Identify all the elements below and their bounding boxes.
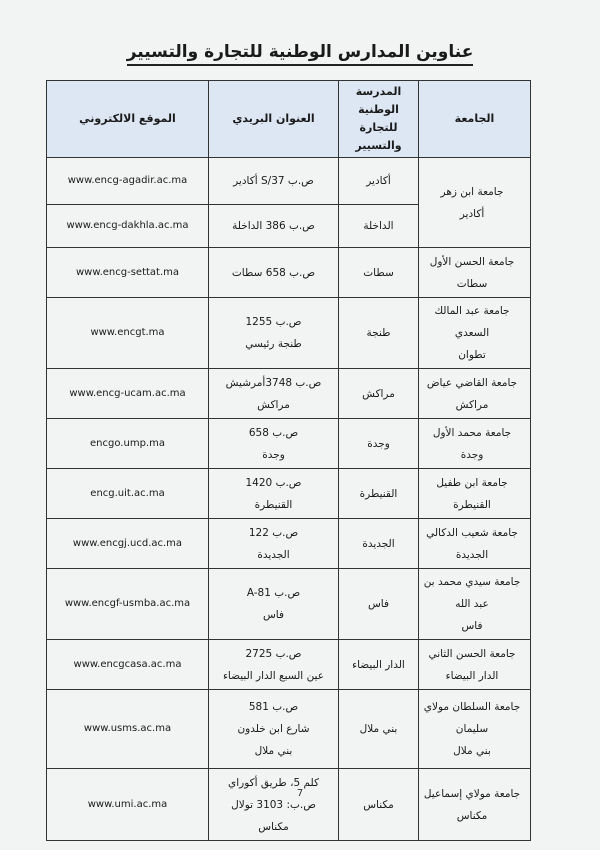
- university-cell: جامعة ابن زهر أكادير: [419, 158, 531, 248]
- address-cell: ص.ب 658 وجدة: [209, 419, 339, 469]
- website-cell: www.usms.ac.ma: [47, 690, 209, 769]
- university-cell: جامعة محمد الأول وجدة: [419, 419, 531, 469]
- school-cell: أكادير: [339, 158, 419, 205]
- website-cell: encgo.ump.ma: [47, 419, 209, 469]
- table-row: [47, 419, 531, 469]
- university-cell: جامعة الحسن الثاني الدار البيضاء: [419, 640, 531, 690]
- table-row: [47, 690, 531, 769]
- table-row: [47, 248, 531, 298]
- address-cell: ص.ب 122 الجديدة: [209, 519, 339, 569]
- address-cell: ص.ب 2725 عين السبع الدار البيضاء: [209, 640, 339, 690]
- school-cell: وجدة: [339, 419, 419, 469]
- school-cell: سطات: [339, 248, 419, 298]
- table-row: [47, 469, 531, 519]
- address-cell: ص.ب 581 شارع ابن خلدون بني ملال: [209, 690, 339, 769]
- website-cell: www.encg-ucam.ac.ma: [47, 369, 209, 419]
- website-cell: www.encgf-usmba.ac.ma: [47, 569, 209, 640]
- table-row: [47, 298, 531, 369]
- school-cell: الداخلة: [339, 205, 419, 248]
- address-cell: ص.ب 37/S أكادير: [209, 158, 339, 205]
- address-cell: كلم 5، طريق أكوراي ص.ب: 3103 تولال مكناس: [209, 769, 339, 841]
- website-cell: encg.uit.ac.ma: [47, 469, 209, 519]
- address-cell: ص.ب 3748أمرشيش مراكش: [209, 369, 339, 419]
- school-cell: مكناس: [339, 769, 419, 841]
- address-cell: ص.ب 658 سطات: [209, 248, 339, 298]
- header-address: العنوان البريدي: [209, 81, 339, 158]
- website-cell: www.encgj.ucd.ac.ma: [47, 519, 209, 569]
- page-title: عناوين المدارس الوطنية للتجارة والتسيير: [0, 42, 600, 62]
- website-cell: www.encg-agadir.ac.ma: [47, 158, 209, 205]
- university-cell: جامعة السلطان مولاي سليمان بني ملال: [419, 690, 531, 769]
- table-header-row: [47, 81, 531, 158]
- header-university: الجامعة: [419, 81, 531, 158]
- table-row: [47, 519, 531, 569]
- website-cell: www.umi.ac.ma: [47, 769, 209, 841]
- address-cell: ص.ب A-81 فاس: [209, 569, 339, 640]
- school-cell: القنيطرة: [339, 469, 419, 519]
- address-cell: ص.ب 1255 طنجة رئيسي: [209, 298, 339, 369]
- header-school: المدرسة الوطنية للتجارة والتسيير: [339, 81, 419, 158]
- table-row: [47, 569, 531, 640]
- header-website: الموقع الالكتروني: [47, 81, 209, 158]
- website-cell: www.encgcasa.ac.ma: [47, 640, 209, 690]
- address-cell: ص.ب 386 الداخلة: [209, 205, 339, 248]
- school-cell: فاس: [339, 569, 419, 640]
- school-cell: بني ملال: [339, 690, 419, 769]
- table-row: [47, 769, 531, 841]
- university-cell: جامعة شعيب الدكالي الجديدة: [419, 519, 531, 569]
- schools-table: [46, 80, 531, 841]
- university-cell: جامعة عبد المالك السعدي تطوان: [419, 298, 531, 369]
- website-cell: www.encgt.ma: [47, 298, 209, 369]
- school-cell: الدار البيضاء: [339, 640, 419, 690]
- table-row: [47, 640, 531, 690]
- university-cell: جامعة القاضي عياض مراكش: [419, 369, 531, 419]
- school-cell: مراكش: [339, 369, 419, 419]
- university-cell: جامعة سيدي محمد بن عبد الله فاس: [419, 569, 531, 640]
- university-cell: جامعة مولاي إسماعيل مكناس: [419, 769, 531, 841]
- school-cell: الجديدة: [339, 519, 419, 569]
- table-row: [47, 158, 531, 205]
- school-cell: طنجة: [339, 298, 419, 369]
- university-cell: جامعة ابن طفيل القنيطرة: [419, 469, 531, 519]
- website-cell: www.encg-settat.ma: [47, 248, 209, 298]
- university-cell: جامعة الحسن الأول سطات: [419, 248, 531, 298]
- page-number: 7: [296, 788, 304, 799]
- website-cell: www.encg-dakhla.ac.ma: [47, 205, 209, 248]
- table-row: [47, 369, 531, 419]
- address-cell: ص.ب 1420 القنيطرة: [209, 469, 339, 519]
